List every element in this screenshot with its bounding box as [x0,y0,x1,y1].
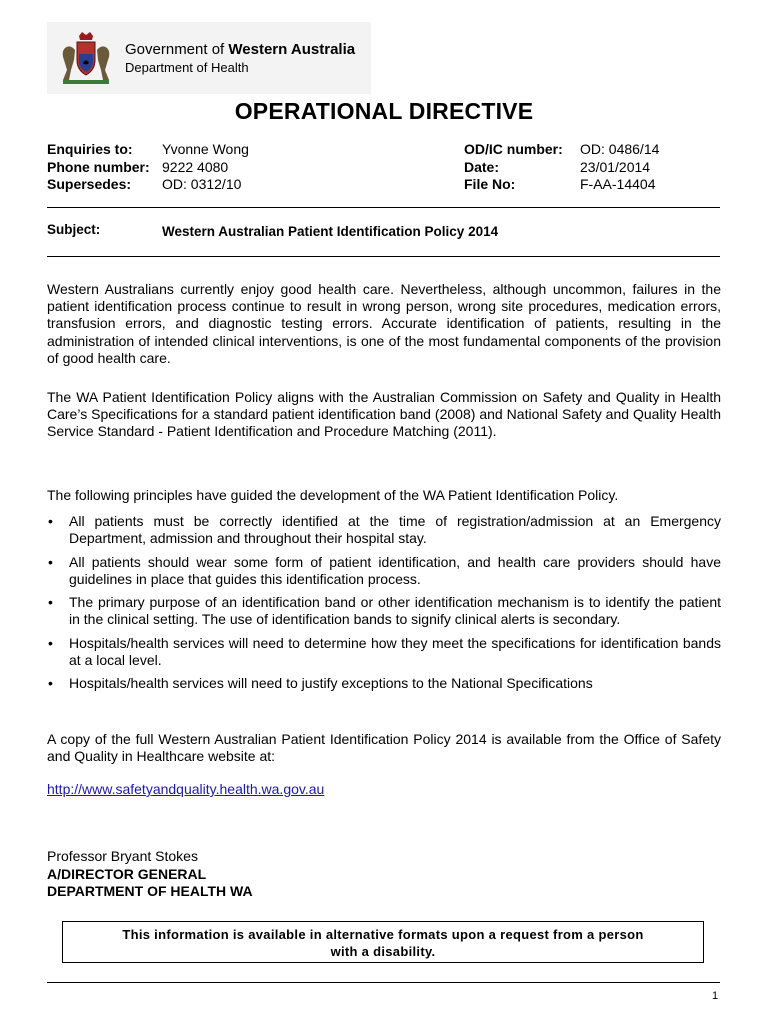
intro-paragraph: Western Australians currently enjoy good health care. Nevertheless, although uncommon, failures in the patient identification process continue to result in wrong person, wrong site procedures, medication errors, transfusion errors, and diagnostic testing errors. Accurate identification of patients, resulting in the administration of intended clinical interventions, is one of the most fundamental components of the provision of good health care. [47,281,721,366]
signatory-name: Professor Bryant Stokes [47,848,198,864]
list-item [47,554,721,588]
meta-label: Supersedes: [47,176,132,192]
list-item-text: Hospitals/health services will need to justify exceptions to the National Specifications [69,675,593,691]
enquiries-row [47,141,347,159]
closing-paragraph: A copy of the full Western Australian Patient Identification Policy 2014 is available from the Office of Safety and Quality in Healthcare website at: [47,731,721,765]
document-title: OPERATIONAL DIRECTIVE [234,98,534,124]
meta-value: 9222 4080 [162,158,229,175]
meta-value: Yvonne Wong [162,141,249,157]
meta-value: OD: 0312/10 [162,176,242,192]
meta-label: Phone number: [47,158,150,175]
supersedes-row [47,176,347,194]
signature-block [47,848,253,901]
meta-value: 23/01/2014 [580,158,651,175]
date-row [464,159,724,177]
file-no-row [464,176,724,194]
meta-label: File No: [464,176,516,192]
bullet-icon: • [48,594,53,610]
subject-value: Western Australian Patient Identification Policy 2014 [162,224,499,239]
principles-list [47,513,721,699]
notice-line: This information is available in alternative formats upon a request from a person [122,927,644,942]
list-item-text: All patients must be correctly identified at the time of registration/admission at an Emergency Department, admission and throughout their hospital stay. [69,513,721,546]
website-link[interactable]: http://www.safetyandquality.health.wa.gov.au [47,781,325,797]
list-item [47,675,721,692]
wa-coat-of-arms-icon [57,30,115,88]
meta-label: Date: [464,158,500,175]
list-item [47,635,721,669]
department-name: Department of Health [125,60,249,75]
bullet-icon: • [48,634,53,651]
bullet-icon: • [48,553,53,570]
list-item [47,594,721,628]
phone-row [47,159,347,177]
meta-left [47,141,347,194]
list-item-text: Hospitals/health services will need to determine how they meet the specifications for identification bands at a local level. [69,634,721,668]
list-item-text: All patients should wear some form of patient identification, and health care providers should have guidelines in place that guides this identification process. [69,553,721,587]
bullet-icon: • [48,513,53,529]
meta-label: Enquiries to: [47,141,133,157]
meta-label: OD/IC number: [464,141,563,157]
footer-divider [47,982,720,983]
principles-intro-paragraph: The following principles have guided the development of the WA Patient Identification Policy. [47,487,619,503]
list-item [47,513,721,547]
meta-value: OD: 0486/14 [580,141,660,157]
notice-line: with a disability. [330,944,436,959]
divider [47,207,720,208]
od-number-row [464,141,724,159]
meta-right [464,141,724,194]
subject-label: Subject: [47,222,101,237]
policy-alignment-paragraph: The WA Patient Identification Policy aligns with the Australian Commission on Safety and Quality in Health Care’s Specifications for a standard patient identification band (2008) and National Safety and Quality Health Service Standard - Patient Identification and Procedure Matching (2011). [47,389,721,440]
signatory-organization: DEPARTMENT OF HEALTH WA [47,883,253,899]
list-item-text: The primary purpose of an identification band or other identification mechanism is to identify the patient in the clinical setting. The use of identification bands to signify clinical alerts is secondary. [69,594,721,627]
divider [47,256,720,257]
accessibility-notice [62,921,704,963]
government-logo [47,22,371,94]
page-number: 1 [712,990,719,1002]
signatory-role: A/DIRECTOR GENERAL [47,865,207,882]
organization-name: Government of Western Australia [125,41,356,58]
bullet-icon: • [48,675,53,691]
meta-value: F-AA-14404 [580,176,656,192]
